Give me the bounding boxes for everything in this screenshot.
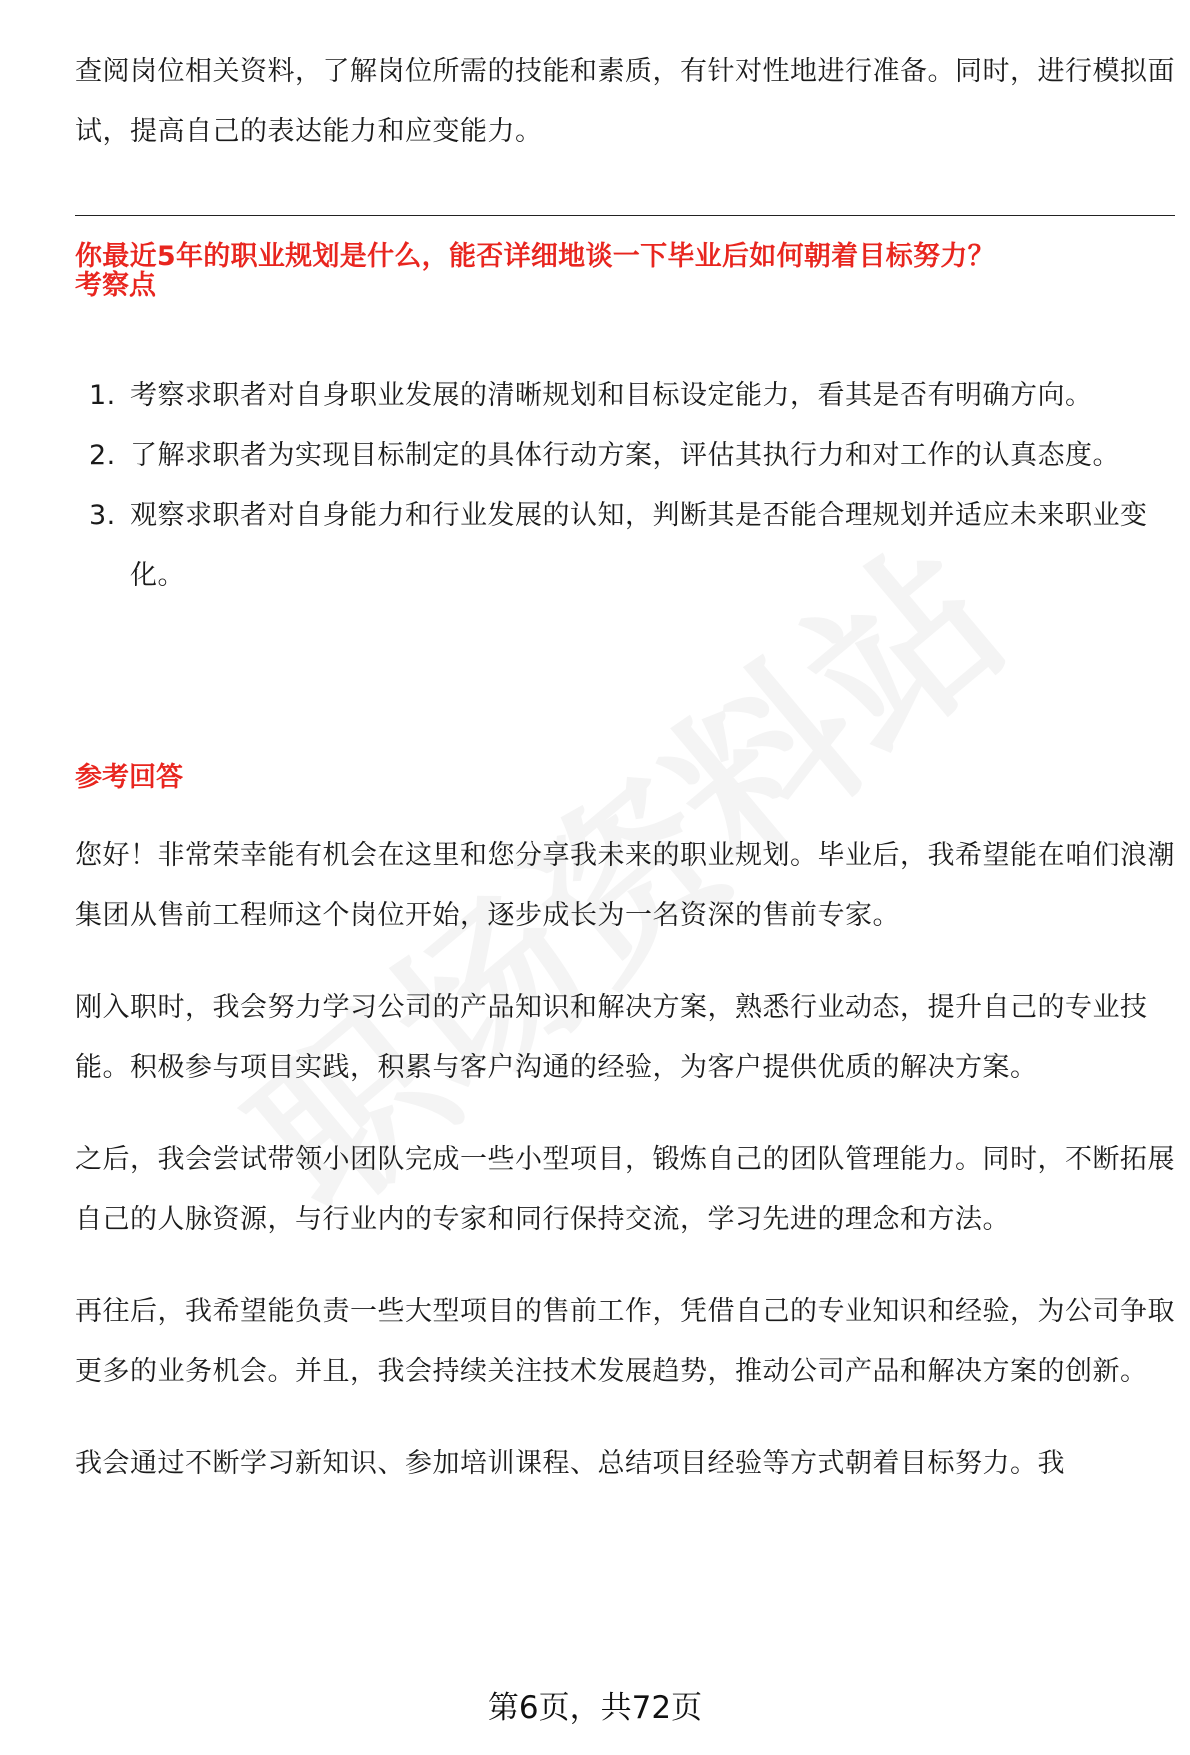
answer-paragraph: 之后，我会尝试带领小团队完成一些小型项目，锻炼自己的团队管理能力。同时，不断拓展自己的人脉资源，与行业内的专家和同行保持交流，学习先进的理念和方法。 bbox=[75, 1144, 1175, 1235]
key-point-item bbox=[75, 486, 1175, 606]
section-divider bbox=[75, 215, 1175, 216]
reference-answer-body bbox=[75, 826, 1175, 1526]
key-point-number: 1. bbox=[89, 380, 116, 411]
answer-paragraph: 我会通过不断学习新知识、参加培训课程、总结项目经验等方式朝着目标努力。我 bbox=[75, 1448, 1065, 1479]
page-number: 第6页，共72页 bbox=[487, 1690, 703, 1726]
answer-paragraph: 再往后，我希望能负责一些大型项目的售前工作，凭借自己的专业知识和经验，为公司争取更多的业务机会。并且，我会持续关注技术发展趋势，推动公司产品和解决方案的创新。 bbox=[75, 1296, 1175, 1387]
key-points-title: 考察点 bbox=[75, 270, 156, 301]
answer-paragraph: 您好！非常荣幸能有机会在这里和您分享我未来的职业规划。毕业后，我希望能在咱们浪潮集团从售前工程师这个岗位开始，逐步成长为一名资深的售前专家。 bbox=[75, 840, 1175, 931]
key-point-item bbox=[75, 426, 1175, 486]
answer-paragraph: 刚入职时，我会努力学习公司的产品知识和解决方案，熟悉行业动态，提升自己的专业技能。积极参与项目实践，积累与客户沟通的经验，为客户提供优质的解决方案。 bbox=[75, 992, 1148, 1083]
key-point-item bbox=[75, 366, 1175, 426]
key-point-number: 2. bbox=[89, 440, 116, 471]
key-points-list bbox=[75, 366, 1175, 606]
key-point-text: 观察求职者对自身能力和行业发展的认知，判断其是否能合理规划并适应未来职业变化。 bbox=[130, 500, 1148, 591]
reference-answer-title: 参考回答 bbox=[75, 762, 183, 793]
key-point-number: 3. bbox=[89, 500, 116, 531]
intro-paragraph: 查阅岗位相关资料，了解岗位所需的技能和素质，有针对性地进行准备。同时，进行模拟面试，提高自己的表达能力和应变能力。 bbox=[75, 56, 1175, 147]
question-heading: 你最近5年的职业规划是什么，能否详细地谈一下毕业后如何朝着目标努力？ bbox=[75, 241, 995, 272]
key-point-text: 了解求职者为实现目标制定的具体行动方案，评估其执行力和对工作的认真态度。 bbox=[130, 440, 1120, 471]
key-point-text: 考察求职者对自身职业发展的清晰规划和目标设定能力，看其是否有明确方向。 bbox=[130, 380, 1093, 411]
